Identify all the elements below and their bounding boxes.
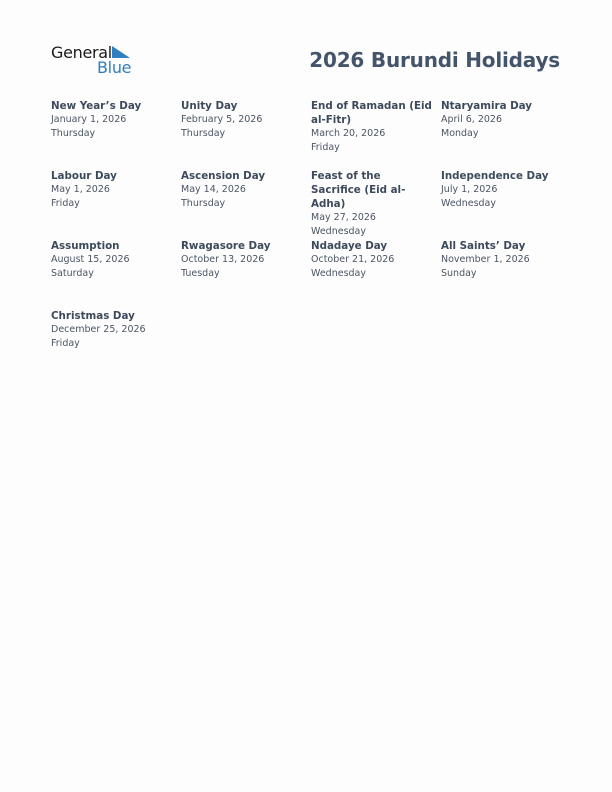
page-title: 2026 Burundi Holidays bbox=[309, 48, 560, 72]
holiday-entry bbox=[441, 98, 571, 168]
holiday-name: Assumption bbox=[51, 240, 120, 252]
holiday-day: Friday bbox=[311, 142, 340, 153]
holiday-date: December 25, 2026 bbox=[51, 324, 146, 335]
holiday-entry bbox=[311, 168, 441, 238]
holiday-day: Thursday bbox=[51, 128, 96, 139]
holiday-day: Monday bbox=[441, 128, 479, 139]
holiday-date: August 15, 2026 bbox=[51, 254, 130, 265]
holiday-date: May 1, 2026 bbox=[51, 184, 110, 195]
holiday-day: Thursday bbox=[181, 198, 226, 209]
holiday-entry bbox=[181, 168, 311, 238]
holiday-date: May 27, 2026 bbox=[311, 212, 376, 223]
holiday-grid bbox=[51, 98, 571, 378]
holiday-name: Christmas Day bbox=[51, 310, 135, 322]
holiday-day: Friday bbox=[51, 338, 80, 349]
holiday-entry bbox=[181, 98, 311, 168]
holiday-date: October 21, 2026 bbox=[311, 254, 395, 265]
holiday-name: Ndadaye Day bbox=[311, 240, 388, 252]
logo-word-general: General bbox=[51, 43, 112, 62]
holiday-entry bbox=[51, 308, 181, 378]
holiday-date: April 6, 2026 bbox=[441, 114, 502, 125]
holiday-name: New Year’s Day bbox=[51, 100, 142, 112]
holiday-day: Thursday bbox=[181, 128, 226, 139]
holiday-date: November 1, 2026 bbox=[441, 254, 530, 265]
holiday-date: March 20, 2026 bbox=[311, 128, 386, 139]
holiday-entry bbox=[51, 168, 181, 238]
holiday-name: All Saints’ Day bbox=[441, 240, 526, 252]
holiday-entry bbox=[181, 238, 311, 308]
holiday-name: Rwagasore Day bbox=[181, 240, 271, 252]
holiday-day: Sunday bbox=[441, 268, 477, 279]
holiday-entry bbox=[311, 98, 441, 168]
holiday-day: Tuesday bbox=[181, 268, 220, 279]
holiday-entry bbox=[51, 238, 181, 308]
holiday-date: October 13, 2026 bbox=[181, 254, 265, 265]
logo-word-blue: Blue bbox=[97, 58, 132, 77]
holiday-name: Ascension Day bbox=[181, 170, 266, 182]
holiday-name: Unity Day bbox=[181, 100, 238, 112]
holiday-day: Wednesday bbox=[311, 226, 367, 237]
holiday-entry bbox=[311, 238, 441, 308]
holiday-name: Independence Day bbox=[441, 170, 549, 182]
general-blue-logo bbox=[51, 44, 133, 78]
holiday-date: February 5, 2026 bbox=[181, 114, 263, 125]
holiday-entry bbox=[441, 238, 571, 308]
holiday-entry bbox=[441, 168, 571, 238]
holiday-name: Ntaryamira Day bbox=[441, 100, 532, 112]
holiday-day: Saturday bbox=[51, 268, 94, 279]
holiday-day: Wednesday bbox=[311, 268, 367, 279]
holiday-entry bbox=[51, 98, 181, 168]
holiday-name: Feast of the Sacrifice (Eid al-Adha) bbox=[311, 170, 406, 210]
holiday-name: Labour Day bbox=[51, 170, 117, 182]
holiday-date: January 1, 2026 bbox=[51, 114, 127, 125]
holiday-date: July 1, 2026 bbox=[441, 184, 498, 195]
holiday-name: End of Ramadan (Eid al-Fitr) bbox=[311, 100, 432, 126]
holiday-day: Wednesday bbox=[441, 198, 497, 209]
holiday-date: May 14, 2026 bbox=[181, 184, 246, 195]
holiday-day: Friday bbox=[51, 198, 80, 209]
